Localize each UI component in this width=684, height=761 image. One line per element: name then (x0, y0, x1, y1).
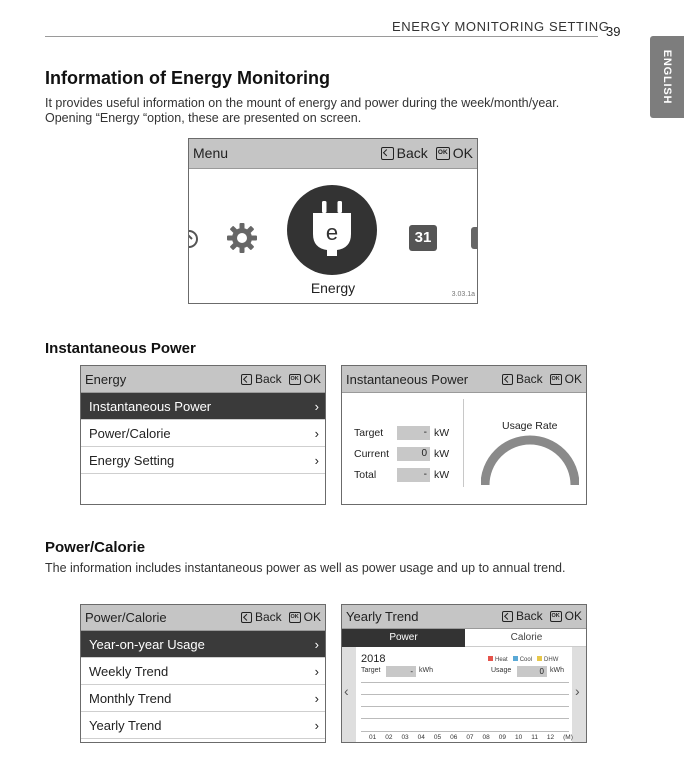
usage-value: 0 (517, 666, 547, 677)
back-icon[interactable] (381, 147, 394, 160)
legend-dhw: DHW (537, 656, 558, 663)
ok-icon[interactable]: OK (289, 612, 301, 623)
yearly-screen-title: Yearly Trend (346, 609, 419, 624)
version-label: 3.03.1a (451, 291, 475, 298)
current-unit: kW (434, 448, 450, 460)
svg-text:e: e (325, 220, 339, 245)
chevron-right-icon: › (314, 398, 319, 414)
intro-line-1: It provides useful information on the mount of energy and power during the week/month/year. (45, 96, 560, 110)
selected-menu-label: Energy (310, 280, 356, 296)
menu-screen (188, 138, 478, 304)
chart-legend (488, 656, 558, 663)
menu-item-instantaneous-power[interactable] (81, 393, 325, 420)
ok-icon[interactable]: OK (436, 147, 450, 160)
month-tick-label: 04 (417, 734, 425, 741)
target-label: Target (361, 667, 381, 674)
chevron-right-icon: › (314, 690, 319, 706)
year-label: 2018 (361, 653, 386, 665)
partial-right-icon[interactable] (471, 227, 478, 249)
heading-power-calorie: Power/Calorie (45, 539, 146, 556)
back-button-label[interactable]: Back (396, 145, 428, 161)
month-tick-label: 01 (369, 734, 377, 741)
power-calorie-description: The information includes instantaneous power as well as power usage and up to annual trend. (45, 561, 566, 575)
total-unit: kW (434, 469, 450, 481)
page-title: Information of Energy Monitoring (45, 68, 330, 88)
energy-plug-icon[interactable] (286, 184, 378, 276)
menu-screen-title: Menu (193, 145, 229, 161)
current-value: 0 (397, 447, 430, 461)
menu-item-label: Weekly Trend (89, 663, 169, 679)
ok-icon[interactable]: OK (550, 374, 562, 385)
month-tick-label: 07 (466, 734, 474, 741)
legend-cool: Cool (513, 656, 532, 663)
menu-item-year-on-year-usage[interactable] (81, 631, 325, 658)
partial-left-icon[interactable] (188, 227, 201, 251)
menu-item-label: Monthly Trend (89, 690, 172, 706)
back-button-label[interactable]: Back (254, 372, 282, 386)
menu-item-yearly-trend[interactable] (81, 712, 325, 739)
nav-next-area[interactable] (572, 647, 586, 743)
back-button-label[interactable]: Back (515, 609, 543, 623)
usage-unit: kWh (550, 667, 564, 674)
chevron-right-icon: › (314, 425, 319, 441)
instantaneous-power-screen (341, 365, 587, 505)
month-tick-label: 09 (498, 734, 506, 741)
month-tick-label: 10 (514, 734, 523, 741)
month-axis (369, 734, 573, 741)
month-tick-label: 02 (385, 734, 393, 741)
current-label: Current (354, 448, 390, 460)
month-tick-label: 12 (546, 734, 555, 741)
menu-item-label: Instantaneous Power (89, 398, 212, 414)
chevron-right-icon[interactable]: › (575, 683, 580, 699)
tab-power[interactable]: Power (342, 629, 465, 647)
settings-gear-icon[interactable] (226, 222, 258, 254)
yearly-trend-screen (341, 604, 587, 743)
page-number: 39 (606, 24, 621, 39)
target-unit: kW (434, 427, 450, 439)
calendar-day: 31 (414, 229, 432, 246)
heading-instantaneous-power: Instantaneous Power (45, 340, 196, 357)
nav-prev-area[interactable] (342, 647, 356, 743)
section-header: ENERGY MONITORING SETTING (392, 19, 610, 34)
chevron-right-icon: › (314, 717, 319, 733)
chevron-right-icon: › (314, 636, 319, 652)
yearly-screen-titlebar (342, 605, 586, 629)
tab-calorie[interactable]: Calorie (465, 629, 587, 647)
trend-chart-area (361, 682, 569, 732)
target-label: Target (354, 427, 384, 439)
chevron-right-icon: › (314, 452, 319, 468)
energy-screen (80, 365, 326, 505)
calendar-icon[interactable] (409, 225, 437, 251)
menu-item-label: Year-on-year Usage (89, 636, 205, 652)
back-icon[interactable] (502, 374, 513, 385)
target-value: - (386, 666, 416, 677)
menu-item-label: Power/Calorie (89, 425, 171, 441)
month-tick-label: 11 (531, 734, 538, 741)
power-screen-title: Power/Calorie (85, 610, 167, 625)
back-button-label[interactable]: Back (515, 372, 543, 386)
ok-icon[interactable]: OK (550, 611, 562, 622)
legend-heat: Heat (488, 656, 508, 663)
month-tick-label: 05 (433, 734, 442, 741)
menu-item-label: Yearly Trend (89, 717, 162, 733)
target-value: - (397, 426, 430, 440)
ok-button-label[interactable]: OK (564, 609, 582, 623)
chevron-right-icon: › (314, 663, 319, 679)
instant-screen-titlebar (342, 366, 586, 393)
header-divider (45, 36, 598, 37)
back-button-label[interactable]: Back (254, 610, 282, 624)
instant-screen-title: Instantaneous Power (346, 372, 469, 387)
month-tick-label: (M) (563, 734, 573, 741)
power-screen-titlebar (81, 605, 325, 631)
back-icon[interactable] (241, 612, 252, 623)
target-unit: kWh (419, 667, 433, 674)
month-tick-label: 03 (401, 734, 409, 741)
ok-button-label[interactable]: OK (303, 372, 321, 386)
ok-button-label[interactable]: OK (303, 610, 321, 624)
usage-label: Usage (491, 667, 512, 674)
ok-button-label[interactable]: OK (564, 372, 582, 386)
language-tab-label: ENGLISH (661, 49, 673, 105)
language-tab (650, 36, 684, 118)
chevron-left-icon[interactable]: ‹ (344, 683, 349, 699)
ok-button-label[interactable]: OK (452, 145, 473, 161)
vertical-divider (463, 399, 464, 487)
menu-item-power-calorie[interactable] (81, 420, 325, 447)
energy-screen-titlebar (81, 366, 325, 393)
month-tick-label: 06 (450, 734, 458, 741)
back-icon[interactable] (241, 374, 252, 385)
usage-rate-gauge (481, 435, 579, 487)
menu-screen-titlebar (189, 139, 477, 169)
menu-item-monthly-trend[interactable] (81, 685, 325, 712)
back-icon[interactable] (502, 611, 513, 622)
menu-item-label: Energy Setting (89, 452, 175, 468)
total-label: Total (354, 469, 377, 481)
usage-rate-label: Usage Rate (502, 420, 558, 432)
menu-item-weekly-trend[interactable] (81, 658, 325, 685)
menu-item-energy-setting[interactable] (81, 447, 325, 474)
intro-line-2: Opening “Energy “option, these are presented on screen. (45, 111, 362, 125)
month-tick-label: 08 (482, 734, 490, 741)
ok-icon[interactable]: OK (289, 374, 301, 385)
energy-screen-title: Energy (85, 372, 127, 387)
total-value: - (397, 468, 430, 482)
power-calorie-screen (80, 604, 326, 743)
